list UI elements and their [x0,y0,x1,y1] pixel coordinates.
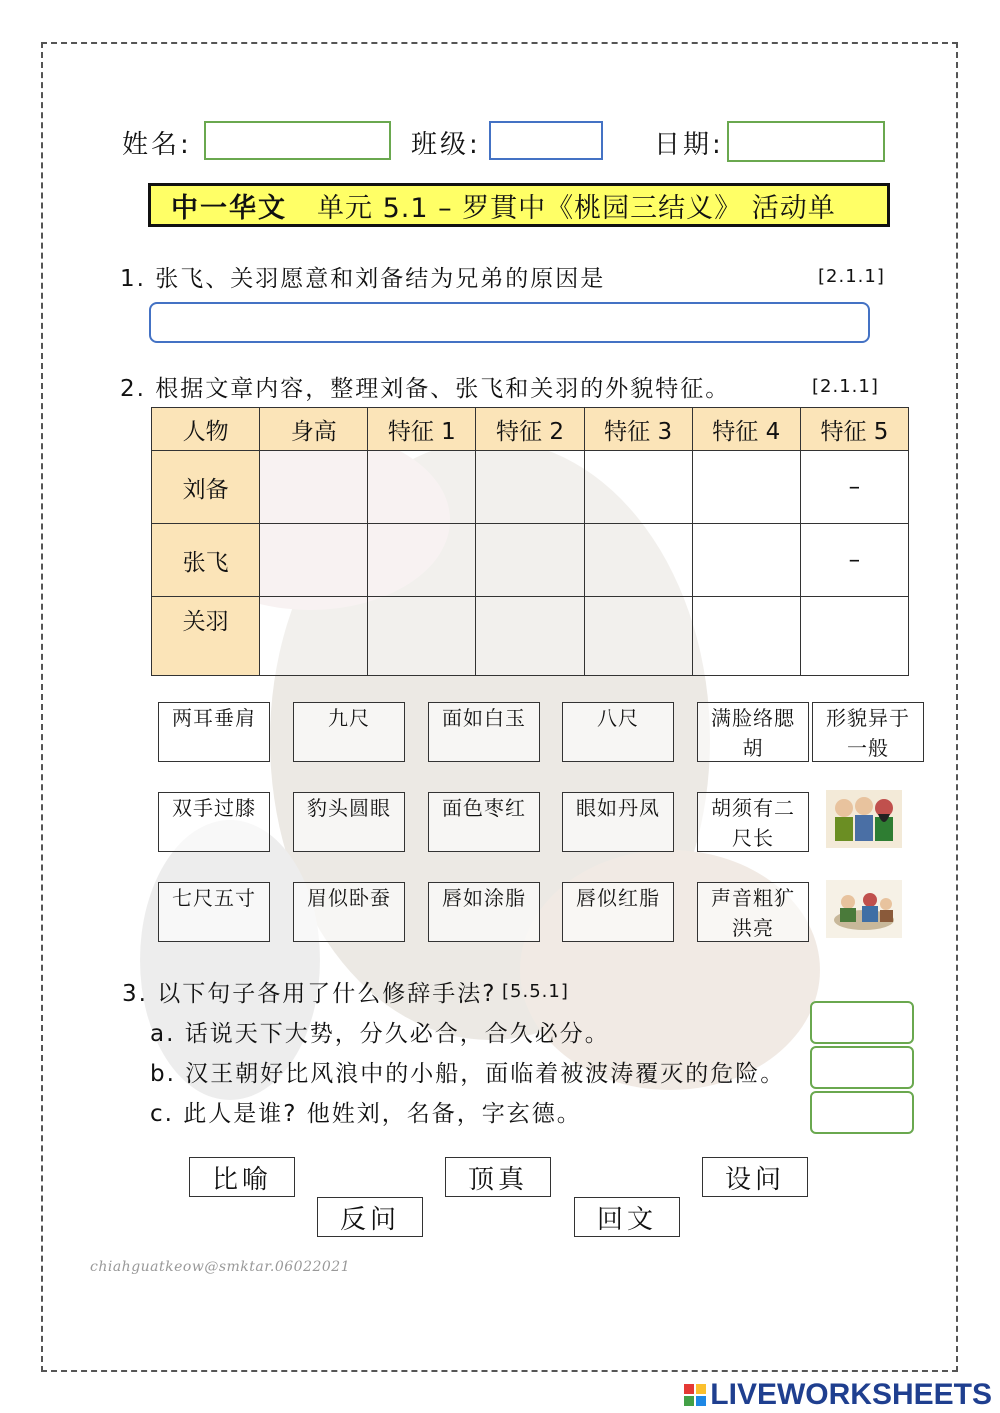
question-1-ref: [2.1.1] [818,266,885,287]
liveworksheets-logo[interactable] [684,1378,992,1412]
author-credit: chiahguatkeow@smktar.06022021 [90,1259,351,1275]
word-card[interactable]: 唇似红脂 [562,882,674,942]
choice-palindrome[interactable]: 回文 [574,1197,680,1237]
course-title: 中一华文 [171,192,287,224]
row-name-guanyu: 关羽 [152,597,260,676]
drop-cell[interactable] [368,597,476,676]
row-name-liubei: 刘备 [152,451,260,524]
question-3: 3. 以下句子各用了什么修辞手法? [122,981,497,1007]
drop-cell[interactable] [584,451,692,524]
drop-cell[interactable] [368,451,476,524]
table-row [152,597,909,676]
name-label: 姓名: [122,130,192,160]
question-3-ref: [5.5.1] [502,981,569,1002]
table-row [152,451,909,524]
word-card[interactable]: 八尺 [562,702,674,762]
drop-cell[interactable] [368,524,476,597]
drop-cell[interactable] [260,451,368,524]
drop-cell[interactable] [692,597,800,676]
word-card[interactable]: 双手过膝 [158,792,270,852]
column-header: 特征 1 [368,408,476,451]
question-1-answer-input[interactable] [149,302,870,343]
na-cell: – [800,451,908,524]
table-header-row [152,408,909,451]
word-card[interactable]: 形貌异于一般 [812,702,924,762]
question-2: 2. 根据文章内容，整理刘备、张飞和关羽的外貌特征。 [120,376,731,402]
word-card[interactable]: 七尺五寸 [158,882,270,942]
answer-a-input[interactable] [810,1001,914,1044]
column-header: 特征 4 [692,408,800,451]
word-card[interactable]: 九尺 [293,702,405,762]
drop-cell[interactable] [476,451,584,524]
sentence-b: b. 汉王朝好比风浪中的小船，面临着被波涛覆灭的危险。 [150,1061,786,1087]
drop-cell[interactable] [692,524,800,597]
question-1: 1. 张飞、关羽愿意和刘备结为兄弟的原因是 [120,266,606,292]
row-name-zhangfei: 张飞 [152,524,260,597]
column-header: 身高 [260,408,368,451]
word-card[interactable]: 眉似卧蚕 [293,882,405,942]
word-card[interactable]: 唇如涂脂 [428,882,540,942]
drop-cell[interactable] [260,597,368,676]
word-card[interactable]: 面色枣红 [428,792,540,852]
drop-cell[interactable] [476,597,584,676]
class-label: 班级: [411,130,481,160]
date-input[interactable] [727,121,885,162]
word-card[interactable]: 面如白玉 [428,702,540,762]
word-card[interactable]: 胡须有二尺长 [697,792,809,852]
three-brothers-illustration [826,790,902,848]
drop-cell[interactable] [584,597,692,676]
drop-cell[interactable] [260,524,368,597]
drop-cell[interactable] [476,524,584,597]
column-header: 特征 5 [800,408,908,451]
features-table [151,407,909,676]
name-input[interactable] [204,121,391,160]
date-label: 日期: [654,130,724,160]
feast-illustration [826,880,902,938]
column-header: 特征 3 [584,408,692,451]
column-header: 人物 [152,408,260,451]
question-2-ref: [2.1.1] [812,376,879,397]
worksheet-title [148,183,890,227]
table-row [152,524,909,597]
drop-cell[interactable] [692,451,800,524]
sentence-c: c. 此人是谁? 他姓刘，名备，字玄德。 [150,1101,582,1127]
word-card[interactable]: 眼如丹凤 [562,792,674,852]
sentence-a: a. 话说天下大势，分久必合，合久必分。 [150,1021,610,1047]
word-card[interactable]: 两耳垂肩 [158,702,270,762]
answer-c-input[interactable] [810,1091,914,1134]
na-cell: – [800,524,908,597]
word-card[interactable]: 声音粗犷洪亮 [697,882,809,942]
choice-anadiplosis[interactable]: 顶真 [445,1157,551,1197]
choice-simile[interactable]: 比喻 [189,1157,295,1197]
answer-b-input[interactable] [810,1046,914,1089]
word-card[interactable]: 豹头圆眼 [293,792,405,852]
unit-title: 单元 5.1 – 罗貫中《桃园三结义》 活动单 [317,192,836,224]
drop-cell[interactable] [584,524,692,597]
column-header: 特征 2 [476,408,584,451]
choice-rhetorical-q-and-a[interactable]: 设问 [702,1157,808,1197]
liveworksheets-grid-icon [684,1384,706,1406]
drop-cell[interactable] [800,597,908,676]
class-input[interactable] [489,121,603,160]
brand-text: LIVEWORKSHEETS [710,1378,992,1411]
choice-rhetorical-question[interactable]: 反问 [317,1197,423,1237]
word-card[interactable]: 满脸络腮胡 [697,702,809,762]
